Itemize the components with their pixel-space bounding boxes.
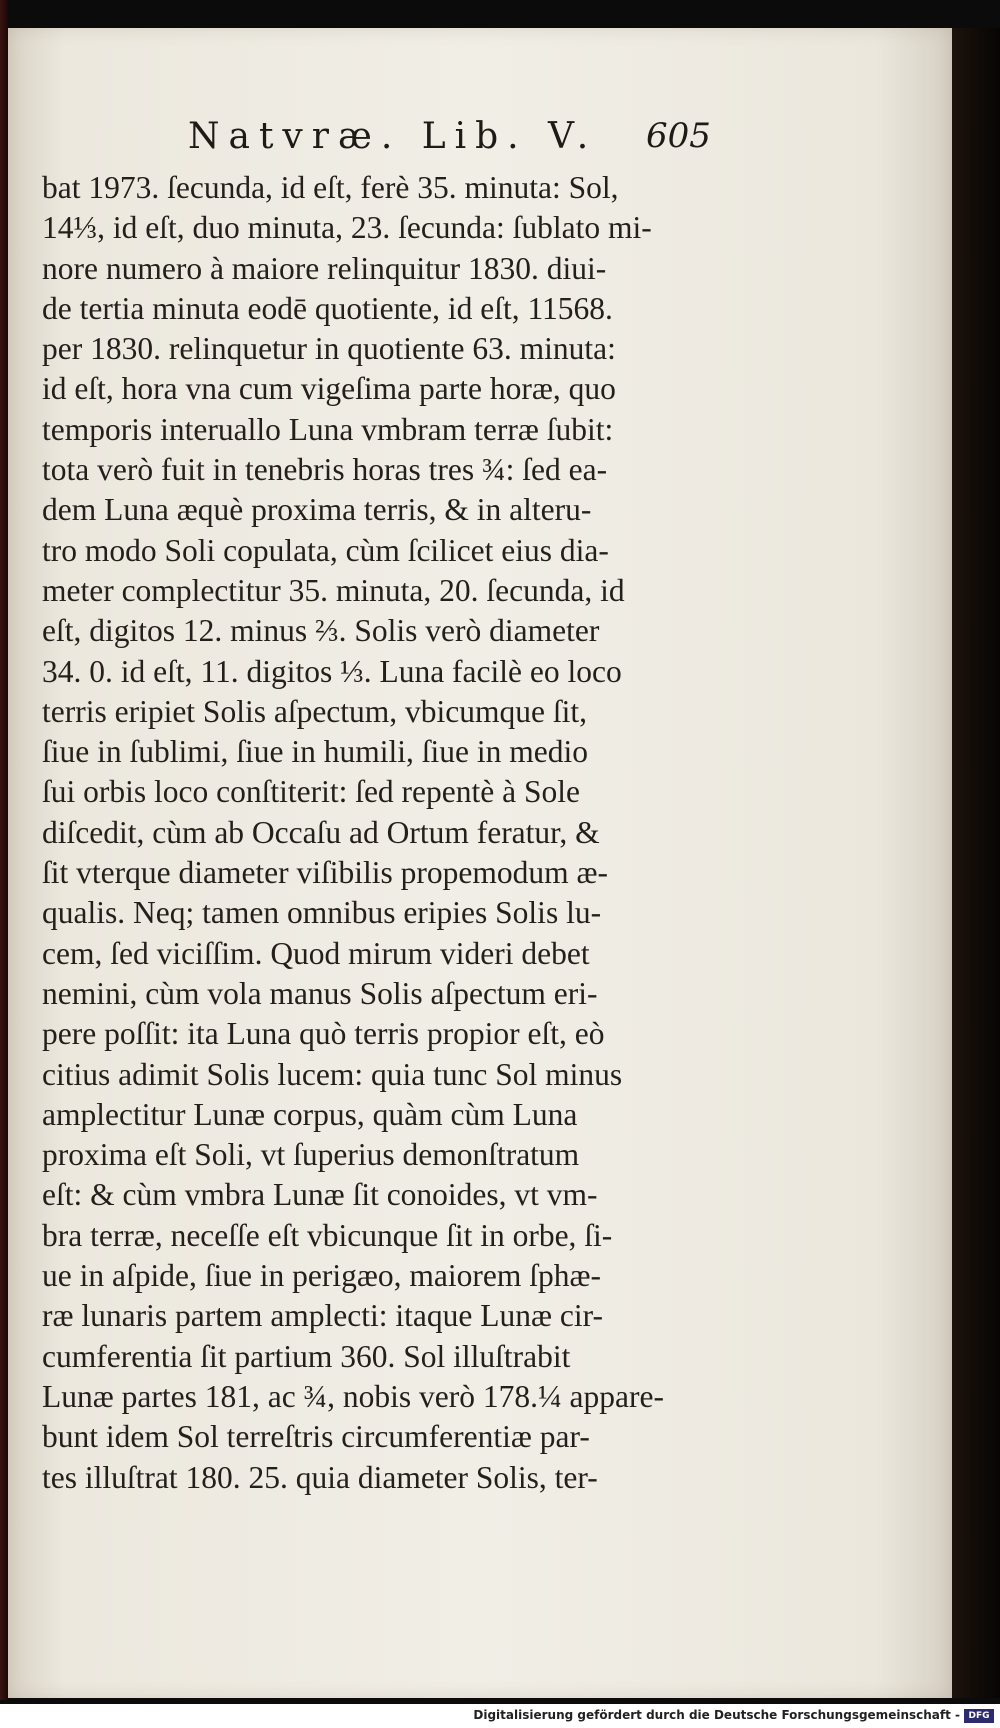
page-header <box>180 112 720 162</box>
text-line: ſiue in ſublimi, ſiue in humili, ſiue in medio <box>42 734 588 770</box>
text-line: eſt, digitos 12. minus ⅔. Solis verò diameter <box>42 613 600 649</box>
digitization-footer <box>0 1704 1000 1728</box>
text-line: amplectitur Lunæ corpus, quàm cùm Luna <box>42 1096 578 1132</box>
book-binding-edge <box>0 0 8 1700</box>
text-line: cumferentia ſit partium 360. Sol illuſtrabit <box>42 1338 571 1374</box>
text-line: meter complectitur 35. minuta, 20. ſecunda, id <box>42 572 625 608</box>
text-line: temporis interuallo Luna vmbram terræ ſubit: <box>42 411 614 447</box>
text-line: 14⅓, id eſt, duo minuta, 23. ſecunda: ſublato mi- <box>42 210 652 246</box>
page-number: 605 <box>646 116 711 156</box>
text-line: Lunæ partes 181, ac ¾, nobis verò 178.¼ appare- <box>42 1378 664 1414</box>
text-line: 34. 0. id eſt, 11. digitos ⅓. Luna facilè eo loco <box>42 653 622 689</box>
text-line: pere poſſit: ita Luna quò terris propior eſt, eò <box>42 1016 605 1052</box>
dfg-logo: DFG <box>964 1709 994 1723</box>
text-line: ſit vterque diameter viſibilis propemodum æ- <box>42 855 609 891</box>
text-line: bat 1973. ſecunda, id eſt, ferè 35. minuta: Sol, <box>42 170 619 205</box>
page-edge-shadow <box>952 28 1000 1698</box>
text-line: tota verò fuit in tenebris horas tres ¾: ſed ea- <box>42 452 608 488</box>
text-line: de tertia minuta eodē quotiente, id eſt, 11568. <box>42 290 613 326</box>
text-line: bunt idem Sol terreſtris circumferentiæ par- <box>42 1419 590 1455</box>
text-line: tro modo Soli copulata, cùm ſcilicet eius dia- <box>42 532 609 568</box>
text-line: terris eripiet Solis aſpectum, vbicumque ſit, <box>42 693 588 729</box>
text-line: diſcedit, cùm ab Occaſu ad Ortum feratur, & <box>42 814 600 850</box>
text-line: per 1830. relinquetur in quotiente 63. minuta: <box>42 331 616 367</box>
funding-credit: Digitalisierung gefördert durch die Deutsche Forschungsgemeinschaft - <box>473 1708 960 1722</box>
text-line: dem Luna æquè proxima terris, & in alteru- <box>42 492 592 528</box>
text-line: bra terræ, neceſſe eſt vbicunque ſit in orbe, ſi- <box>42 1217 613 1253</box>
running-title: Natvræ. Lib. V. <box>188 116 598 157</box>
text-line: cem, ſed viciſſim. Quod mirum videri debet <box>42 935 590 971</box>
text-line: nore numero à maiore relinquitur 1830. diui- <box>42 250 607 286</box>
text-line: eſt: & cùm vmbra Lunæ ſit conoides, vt vm- <box>42 1177 598 1213</box>
text-line: citius adimit Solis lucem: quia tunc Sol minus <box>42 1056 623 1092</box>
text-line: id eſt, hora vna cum vigeſima parte horæ, quo <box>42 371 616 407</box>
text-line: ræ lunaris partem amplecti: itaque Lunæ cir- <box>42 1298 603 1334</box>
body-text <box>42 168 712 1498</box>
text-line: proxima eſt Soli, vt ſuperius demonſtratum <box>42 1137 580 1173</box>
text-line: qualis. Neq; tamen omnibus eripies Solis lu- <box>42 895 602 931</box>
text-line: tes illuſtrat 180. 25. quia diameter Solis, ter- <box>42 1459 598 1495</box>
text-line: ſui orbis loco conſtiterit: ſed repentè à Sole <box>42 774 580 810</box>
text-line: nemini, cùm vola manus Solis aſpectum eri- <box>42 975 598 1011</box>
text-line: ue in aſpide, ſiue in perigæo, maiorem ſphæ- <box>42 1258 602 1294</box>
